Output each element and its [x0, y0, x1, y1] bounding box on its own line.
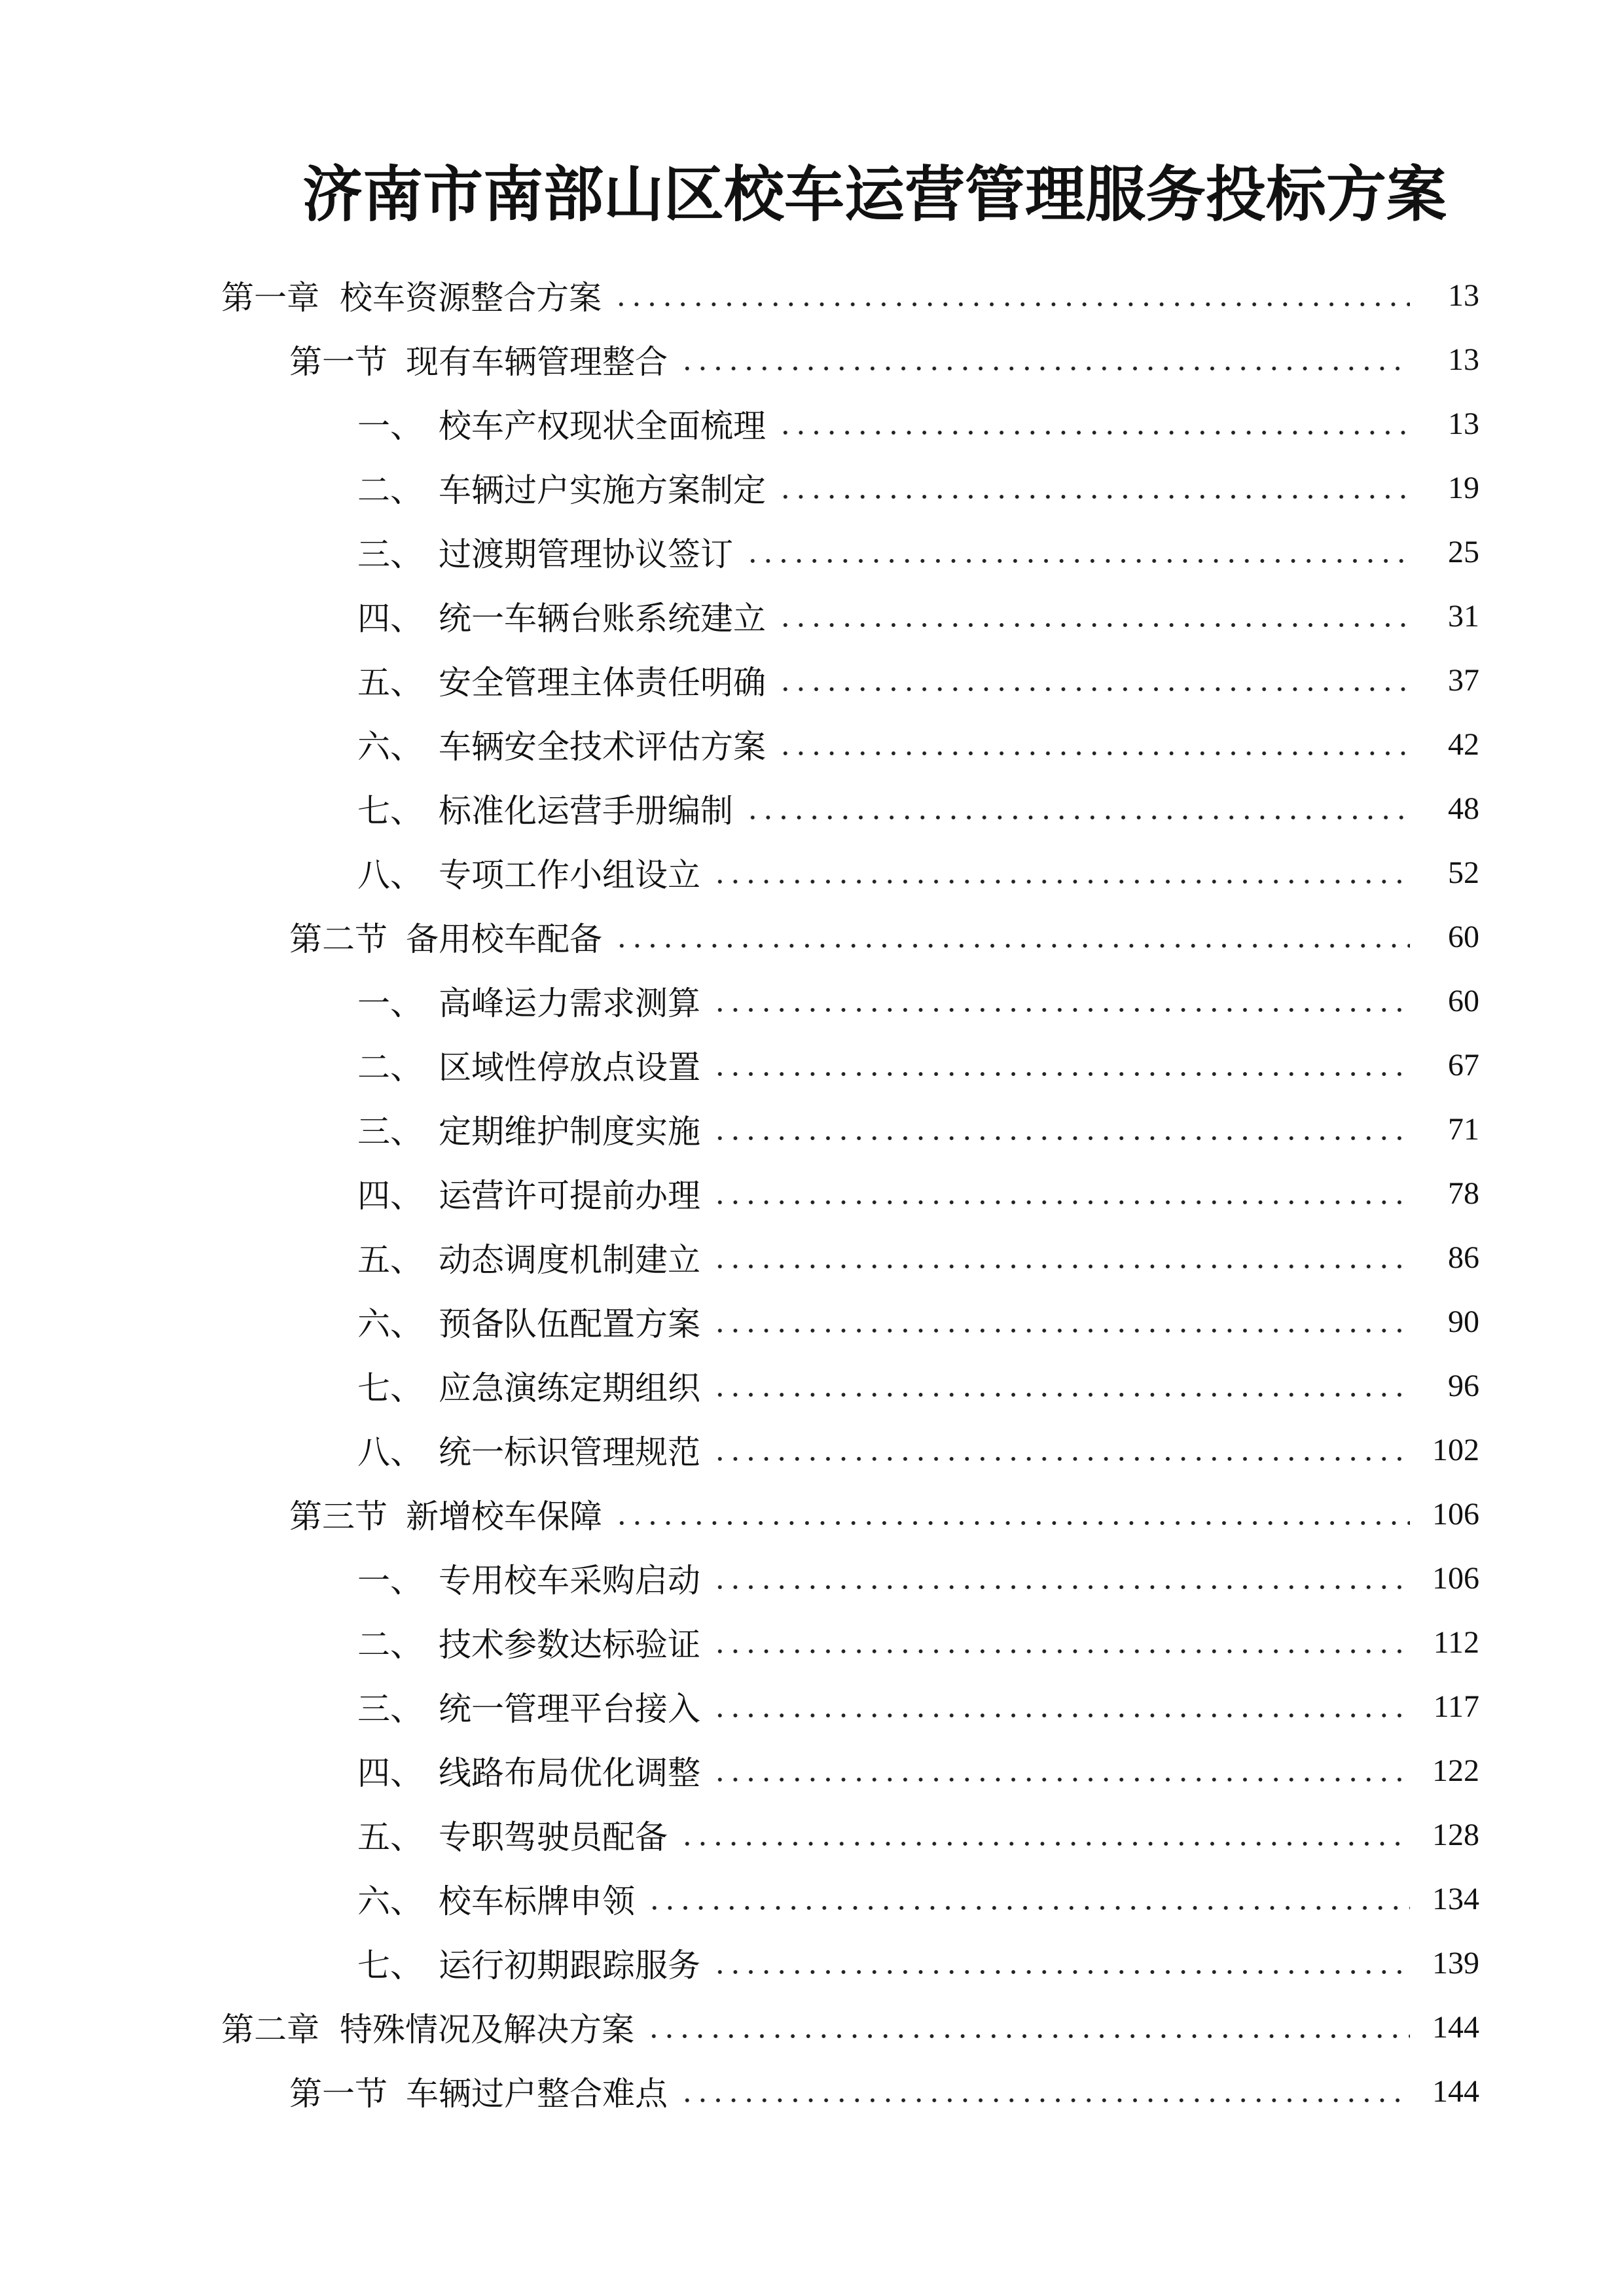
toc-item-entry	[221, 1931, 1479, 1995]
toc-page-number: 52	[1448, 855, 1479, 890]
toc-item-entry	[221, 1161, 1479, 1225]
toc-entry-title: 过渡期管理协议签订	[439, 536, 733, 573]
toc-item-entry	[221, 1354, 1479, 1418]
leader-dots	[775, 600, 1410, 632]
toc-item-entry	[221, 1610, 1479, 1674]
toc-page-number: 106	[1432, 1560, 1479, 1596]
toc-page-number: 134	[1432, 1881, 1479, 1916]
toc-entry-number: 五、	[357, 1242, 423, 1278]
toc-entry-number: 第一节	[289, 344, 388, 380]
leader-dots	[710, 1177, 1410, 1210]
leader-dots	[611, 279, 1410, 312]
toc-entry-title: 高峰运力需求测算	[439, 985, 700, 1022]
toc-entry-number: 七、	[357, 793, 423, 829]
toc-item-entry	[221, 1225, 1479, 1289]
toc-entry-title: 统一标识管理规范	[439, 1434, 700, 1471]
toc-entry-number: 一、	[357, 408, 423, 444]
leader-dots	[643, 2011, 1410, 2043]
toc-entry-title: 技术参数达标验证	[439, 1626, 700, 1663]
leader-dots	[677, 343, 1410, 376]
toc-entry-title: 特殊情况及解决方案	[340, 2011, 634, 2048]
toc-entry-number: 八、	[357, 857, 423, 893]
toc-entry-number: 第二节	[289, 921, 388, 958]
toc-item-entry	[221, 712, 1479, 776]
toc-entry-title: 车辆安全技术评估方案	[439, 728, 766, 765]
toc-page-number: 19	[1448, 470, 1479, 505]
toc-item-entry	[221, 456, 1479, 520]
toc-item-entry	[221, 520, 1479, 584]
toc-entry-title: 统一车辆台账系统建立	[439, 600, 766, 637]
leader-dots	[710, 1113, 1410, 1145]
leader-dots	[710, 1690, 1410, 1723]
toc-page-number: 67	[1448, 1047, 1479, 1083]
toc-page-number: 106	[1432, 1496, 1479, 1532]
toc-section-entry	[221, 2059, 1479, 2123]
toc-entry-title: 校车产权现状全面梳理	[439, 408, 766, 444]
leader-dots	[710, 984, 1410, 1017]
toc-entry-number: 四、	[357, 1755, 423, 1791]
toc-entry-title: 专职驾驶员配备	[439, 1819, 668, 1856]
leader-dots	[710, 1946, 1410, 1979]
toc-entry-number: 二、	[357, 1049, 423, 1086]
toc-section-entry	[221, 905, 1479, 969]
toc-chapter-entry	[221, 263, 1479, 327]
toc-item-entry	[221, 1674, 1479, 1738]
toc-entry-title: 专用校车采购启动	[439, 1562, 700, 1599]
leader-dots	[710, 1433, 1410, 1466]
leader-dots	[710, 1305, 1410, 1338]
toc-item-entry	[221, 1418, 1479, 1482]
toc-entry-number: 四、	[357, 600, 423, 637]
leader-dots	[710, 1562, 1410, 1594]
toc-entry-title: 车辆过户实施方案制定	[439, 472, 766, 509]
toc-page-number: 128	[1432, 1817, 1479, 1852]
toc-entry-number: 七、	[357, 1370, 423, 1407]
toc-entry-title: 运营许可提前办理	[439, 1177, 700, 1214]
toc-entry-number: 四、	[357, 1177, 423, 1214]
toc-entry-number: 二、	[357, 1626, 423, 1663]
toc-entry-number: 六、	[357, 728, 423, 765]
leader-dots	[710, 1754, 1410, 1787]
toc-page-number: 112	[1433, 1624, 1479, 1660]
toc-entry-title: 区域性停放点设置	[439, 1049, 700, 1086]
toc-entry-number: 六、	[357, 1883, 423, 1920]
toc-entry-number: 七、	[357, 1947, 423, 1984]
toc-entry-title: 定期维护制度实施	[439, 1113, 700, 1150]
toc-item-entry	[221, 1546, 1479, 1610]
leader-dots	[775, 664, 1410, 696]
toc-item-entry	[221, 969, 1479, 1033]
toc-entry-title: 安全管理主体责任明确	[439, 664, 766, 701]
toc-page-number: 60	[1448, 919, 1479, 954]
toc-chapter-entry	[221, 1995, 1479, 2059]
toc-list	[221, 263, 1479, 2123]
toc-page-number: 13	[1448, 278, 1479, 313]
toc-page-number: 48	[1448, 791, 1479, 826]
leader-dots	[611, 920, 1410, 953]
toc-entry-title: 现有车辆管理整合	[406, 344, 668, 380]
document-title: 济南市南部山区校车运营管理服务投标方案	[302, 162, 1447, 228]
toc-page-number: 13	[1448, 342, 1479, 377]
toc-item-entry	[221, 391, 1479, 456]
leader-dots	[710, 1241, 1410, 1274]
toc-entry-number: 五、	[357, 1819, 423, 1856]
toc-entry-title: 校车资源整合方案	[340, 279, 602, 316]
toc-entry-title: 运行初期跟踪服务	[439, 1947, 700, 1984]
toc-entry-number: 一、	[357, 1562, 423, 1599]
toc-item-entry	[221, 1867, 1479, 1931]
leader-dots	[775, 471, 1410, 504]
leader-dots	[710, 1626, 1410, 1659]
toc-page-number: 102	[1432, 1432, 1479, 1467]
toc-item-entry	[221, 1033, 1479, 1097]
leader-dots	[710, 1049, 1410, 1081]
leader-dots	[742, 535, 1410, 568]
toc-entry-title: 校车标牌申领	[439, 1883, 635, 1920]
toc-entry-title: 专项工作小组设立	[439, 857, 700, 893]
toc-entry-number: 第三节	[289, 1498, 388, 1535]
toc-entry-title: 动态调度机制建立	[439, 1242, 700, 1278]
toc-entry-number: 五、	[357, 664, 423, 701]
toc-entry-number: 六、	[357, 1306, 423, 1342]
toc-entry-number: 第二章	[221, 2011, 319, 2048]
toc-entry-number: 八、	[357, 1434, 423, 1471]
toc-section-entry	[221, 1482, 1479, 1546]
toc-section-entry	[221, 327, 1479, 391]
toc-item-entry	[221, 584, 1479, 648]
toc-entry-title: 新增校车保障	[406, 1498, 602, 1535]
toc-page-number: 86	[1448, 1240, 1479, 1275]
leader-dots	[710, 1369, 1410, 1402]
toc-entry-number: 一、	[357, 985, 423, 1022]
toc-entry-title: 车辆过户整合难点	[406, 2075, 668, 2112]
toc-entry-title: 预备队伍配置方案	[439, 1306, 700, 1342]
toc-item-entry	[221, 776, 1479, 840]
leader-dots	[644, 1882, 1410, 1915]
leader-dots	[677, 1818, 1410, 1851]
toc-entry-number: 三、	[357, 1691, 423, 1727]
toc-page-number: 31	[1448, 598, 1479, 634]
toc-page-number: 42	[1448, 726, 1479, 762]
toc-entry-number: 二、	[357, 472, 423, 509]
toc-page-number: 122	[1432, 1753, 1479, 1788]
toc-item-entry	[221, 1738, 1479, 1803]
toc-page-number: 117	[1433, 1689, 1479, 1724]
toc-page-number: 78	[1448, 1175, 1479, 1211]
leader-dots	[775, 728, 1410, 761]
toc-page-number: 144	[1432, 2073, 1479, 2109]
leader-dots	[775, 407, 1410, 440]
toc-item-entry	[221, 1289, 1479, 1354]
leader-dots	[742, 792, 1410, 825]
toc-entry-number: 三、	[357, 1113, 423, 1150]
toc-item-entry	[221, 1803, 1479, 1867]
toc-entry-title: 线路布局优化调整	[439, 1755, 700, 1791]
toc-page-number: 60	[1448, 983, 1479, 1018]
toc-page-number: 13	[1448, 406, 1479, 441]
toc-page-number: 25	[1448, 534, 1479, 569]
toc-item-entry	[221, 648, 1479, 712]
toc-entry-title: 标准化运营手册编制	[439, 793, 733, 829]
toc-entry-title: 应急演练定期组织	[439, 1370, 700, 1407]
leader-dots	[677, 2075, 1410, 2108]
toc-page-number: 90	[1448, 1304, 1479, 1339]
leader-dots	[611, 1498, 1410, 1530]
toc-entry-number: 三、	[357, 536, 423, 573]
leader-dots	[710, 856, 1410, 889]
toc-entry-title: 统一管理平台接入	[439, 1691, 700, 1727]
toc-page-number: 37	[1448, 662, 1479, 698]
toc-item-entry	[221, 840, 1479, 905]
toc-entry-number: 第一章	[221, 279, 319, 316]
toc-entry-number: 第一节	[289, 2075, 388, 2112]
toc-page-number: 71	[1448, 1111, 1479, 1147]
toc-item-entry	[221, 1097, 1479, 1161]
toc-page-number: 144	[1432, 2009, 1479, 2045]
toc-page-number: 96	[1448, 1368, 1479, 1403]
toc-page-number: 139	[1432, 1945, 1479, 1981]
toc-entry-title: 备用校车配备	[406, 921, 602, 958]
